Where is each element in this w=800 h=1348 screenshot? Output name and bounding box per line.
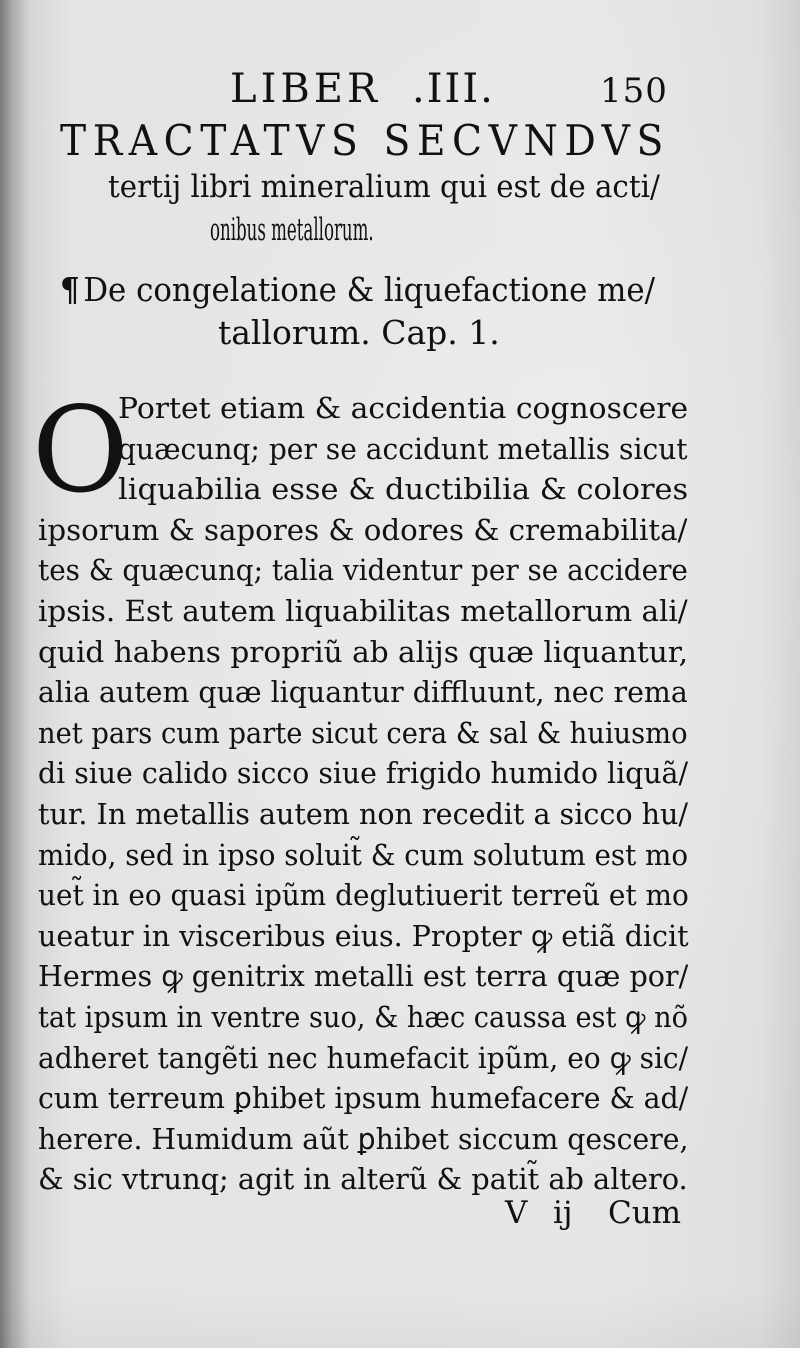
subtitle-line-2: onibus metallorum. [210, 212, 374, 248]
chapter-heading-text: De congelatione & liquefactione me/ [83, 270, 656, 309]
drop-cap-initial: O [32, 381, 129, 519]
body-line: adheret tangẽti nec humefacit ipũm, eo ꝙ sic/ [38, 1040, 689, 1075]
body-line: & sic vtrunq; agit in alterũ & patit̃ ab altero. [38, 1162, 688, 1197]
body-line: Hermes ꝙ genitrix metalli est terra quæ por/ [38, 959, 689, 994]
book-number: .III. [412, 66, 495, 112]
body-line: tur. In metallis autem non recedit a sicco hu/ [38, 797, 689, 831]
tractatus-title: TRACTATVS SECVNDVS [60, 116, 670, 165]
catchword-line [505, 1190, 695, 1236]
book-label: LIBER [230, 66, 382, 112]
page-number: 150 [600, 71, 668, 111]
body-line: uet̃ in eo quasi ipũm deglutiuerit terreũ et mo [38, 878, 689, 913]
body-line: Portet etiam & accidentia cognoscere [118, 391, 689, 425]
signature-mark: V [505, 1195, 528, 1231]
body-line: cum terreum ꝑhibet ipsum humefacere & ad/ [38, 1081, 689, 1116]
body-line: quæcunq; per se accidunt metallis sicut [118, 431, 688, 466]
chapter-heading-line-1 [60, 266, 655, 314]
body-line: ueatur in visceribus eius. Propter ꝙ etiã dicit [38, 918, 689, 953]
body-line: net pars cum parte sicut cera & sal & huiusmo [38, 715, 688, 750]
body-line: herere. Humidum aũt ꝑhibet siccum qescere, [38, 1121, 689, 1156]
body-line: di siue calido sicco siue frigido humido liquã/ [38, 756, 689, 791]
body-line: quid habens propriũ ab alijs quæ liquantur, [38, 634, 689, 669]
body-line: tat ipsum in ventre suo, & hæc caussa est ꝙ nõ [38, 1000, 688, 1034]
chapter-heading-line-2: tallorum. Cap. 1. [218, 313, 500, 352]
body-line: tes & quæcunq; talia videntur per se accidere [38, 553, 688, 588]
catchword: Cum [608, 1195, 682, 1231]
body-line: alia autem quæ liquantur diffluunt, nec rema [38, 675, 688, 710]
body-line: ipsorum & sapores & odores & cremabilita/ [38, 512, 688, 547]
body-line: mido, sed in ipso soluit̃ & cum solutum est mo [38, 837, 689, 872]
running-header [230, 64, 668, 114]
pilcrow-mark: ¶ [60, 270, 80, 309]
body-line: ipsis. Est autem liquabilitas metallorum ali/ [38, 594, 688, 628]
subtitle-line-1: tertij libri mineralium qui est de acti/ [108, 169, 660, 205]
signature-number: ij [553, 1195, 573, 1231]
body-line: liquabilia esse & ductibilia & colores [118, 472, 689, 507]
